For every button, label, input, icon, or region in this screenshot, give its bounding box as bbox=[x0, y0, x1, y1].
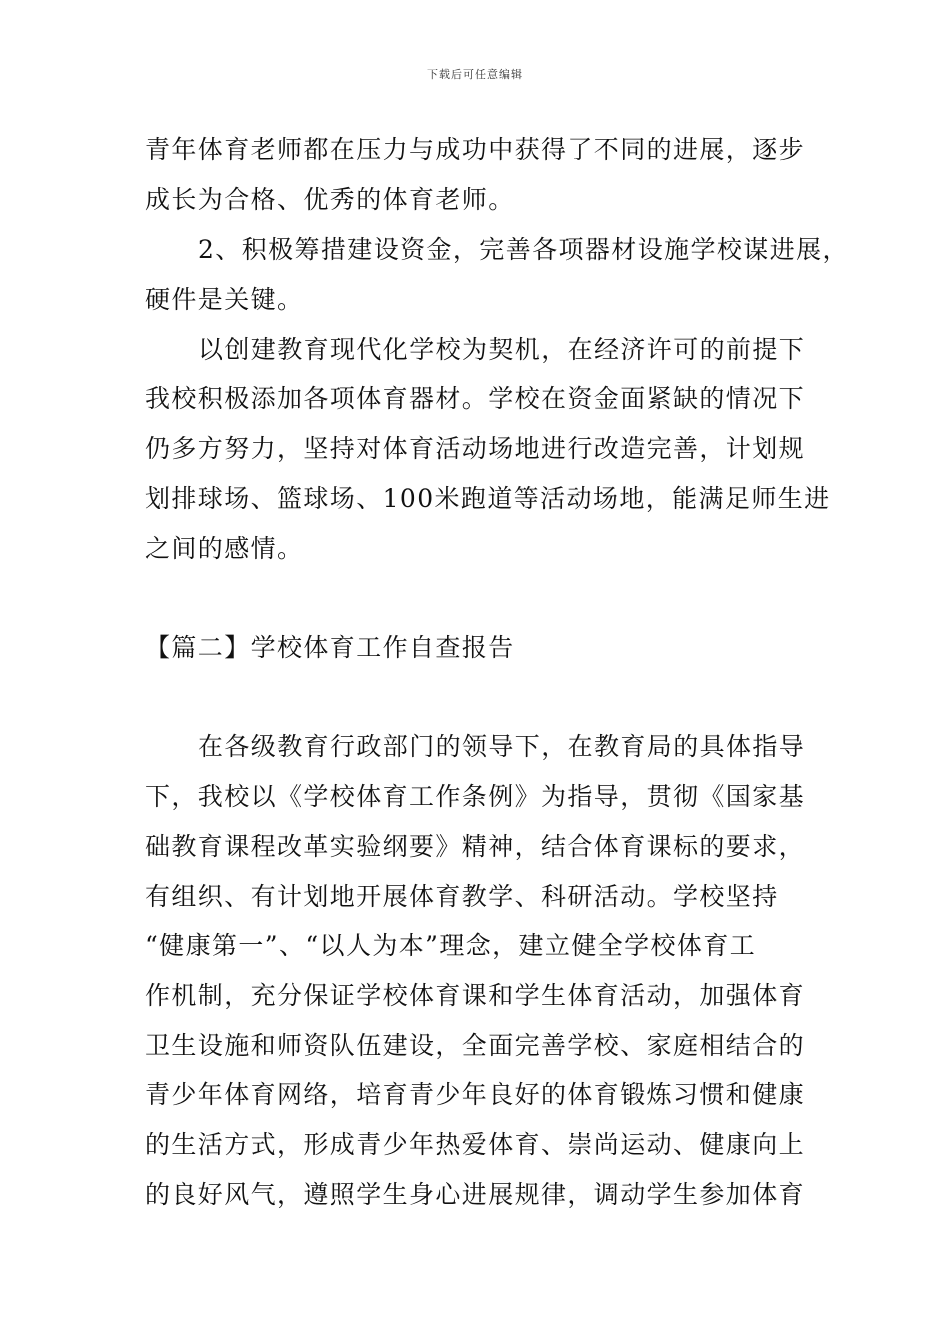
paragraph-line: 的良好风气，遵照学生身心进展规律，调动学生参加体育 bbox=[145, 1180, 806, 1209]
paragraph-line: 划排球场、篮球场、100米跑道等活动场地，能满足师生进 bbox=[145, 484, 831, 513]
paragraph-line: 作机制，充分保证学校体育课和学生体育活动，加强体育 bbox=[145, 981, 806, 1010]
paragraph-line: 成长为合格、优秀的体育老师。 bbox=[145, 185, 515, 214]
paragraph-line: 在各级教育行政部门的领导下，在教育局的具体指导 bbox=[198, 732, 806, 761]
paragraph-line: 卫生设施和师资队伍建设，全面完善学校、家庭相结合的 bbox=[145, 1031, 806, 1060]
paragraph-line: 青少年体育网络，培育青少年良好的体育锻炼习惯和健康 bbox=[145, 1080, 806, 1109]
paragraph-line: 仍多方努力，坚持对体育活动场地进行改造完善，计划规 bbox=[145, 434, 806, 463]
section-title: 【篇二】学校体育工作自查报告 bbox=[145, 633, 515, 662]
paragraph-line: 我校积极添加各项体育器材。学校在资金面紧缺的情况下 bbox=[145, 384, 806, 413]
paragraph-line: 青年体育老师都在压力与成功中获得了不同的进展，逐步 bbox=[145, 135, 806, 164]
paragraph-line: 之间的感情。 bbox=[145, 534, 304, 563]
paragraph-line: 硬件是关键。 bbox=[145, 285, 304, 314]
paragraph-line: “健康第一”、“以人为本”理念，建立健全学校体育工 bbox=[145, 931, 757, 960]
paragraph-line: 础教育课程改革实验纲要》精神，结合体育课标的要求， bbox=[145, 832, 806, 861]
header-note: 下载后可任意编辑 bbox=[427, 68, 523, 81]
paragraph-line: 2、积极筹措建设资金，完善各项器材设施学校谋进展， bbox=[198, 235, 849, 264]
paragraph-line: 有组织、有计划地开展体育教学、科研活动。学校坚持 bbox=[145, 882, 779, 911]
paragraph-line: 的生活方式，形成青少年热爱体育、崇尚运动、健康向上 bbox=[145, 1130, 806, 1159]
paragraph-line: 以创建教育现代化学校为契机，在经济许可的前提下 bbox=[198, 335, 806, 364]
paragraph-line: 下，我校以《学校体育工作条例》为指导，贯彻《国家基 bbox=[145, 782, 806, 811]
